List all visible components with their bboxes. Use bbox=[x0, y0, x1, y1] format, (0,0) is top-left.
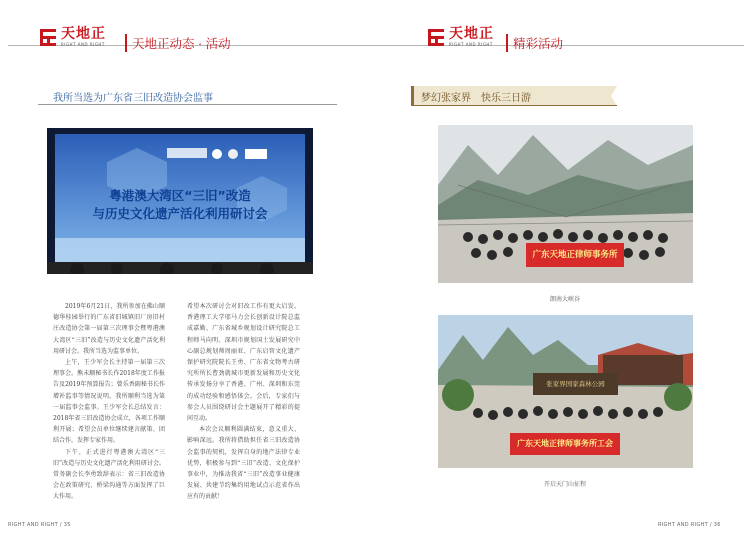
paragraph: 上午，王少军会长主持第一届第三次理事会。熊未顺秘书长作2018年度工作报告及2019年预算报告；曾乐香副秘书长作增补监事等情况说明。我所顺利当选为第一届监事会监事。王少军会长总结发言：2018年省三旧改造协会成立，各项工作顺利开展；希望会员单位继续建言献策、团结合作，发挥专家作用。 bbox=[53, 359, 165, 445]
page-footer: RIGHT AND RIGHT / 36 bbox=[658, 522, 721, 528]
banner-text: 广东天地正律师事务所工会 bbox=[517, 439, 613, 448]
paragraph: 本次会议顺利圆满结束，意义重大、影响深远。我所将借助担任省三旧改造协会监事的契机，发挥自身的地产法律专业优势，积极参与到“三旧”改造、文化保护事业中，为推动我省“三旧”改造事业健康发展、共建节约集约用地试点示范省作出应有的贡献！ bbox=[187, 426, 300, 501]
section-marker bbox=[506, 34, 508, 52]
group-photo-bridge bbox=[438, 125, 693, 283]
screen-title-line1: 粤港澳大湾区“三旧”改造 bbox=[109, 188, 251, 203]
section-title: 天地正动态 · 活动 bbox=[132, 37, 231, 51]
photo-caption: 开启天门山征程 bbox=[543, 481, 586, 488]
article-title: 我所当选为广东省三旧改造协会监事 bbox=[53, 93, 213, 104]
article-column-2 bbox=[187, 301, 300, 503]
brand-logo bbox=[426, 25, 494, 49]
group-photo-tianmen bbox=[438, 315, 693, 468]
park-sign-text: 张家界国家森林公园 bbox=[546, 380, 605, 388]
banner-text: 广东天地正律师事务所 bbox=[532, 250, 618, 260]
article-title: 梦幻张家界 快乐三日游 bbox=[421, 93, 531, 104]
brand-name: 天地正 bbox=[61, 26, 106, 42]
section-marker bbox=[125, 34, 127, 52]
paragraph: 2019年6月21日，我所参加在佛山顺德华桂园举行的广东省旧城镇旧厂房旧村庄改造协会第一届第三次理事会暨粤港澳大湾区“三旧”改造与历史文化遗产活化利用研讨会。我所当选为监事单位。 bbox=[53, 303, 165, 355]
section-title: 精彩活动 bbox=[513, 37, 564, 51]
logo-mark-icon bbox=[426, 27, 446, 47]
paragraph: 希望本次研讨会对旧改工作有更大启发。香港理工大学邬马力会长创新设计院总监成嘉勤、广东省城乡规划设计研究院总工程师马向明、深圳市规划国土发展研究中心副总规划师周丽亚、广东启智文化遗产保护研究院院长王勇、广东省文物考古研究所所长曹劲就城市更新发展和历史文化传承发扬分享了香港、广州、深圳和东莞的成功经验和感悟体会。会后，专家们与参会人员围绕研讨会主题展开了精彩的提问互动。 bbox=[187, 303, 300, 423]
brand-name-en: RIGHT AND RIGHT bbox=[449, 42, 493, 47]
brand-logo bbox=[38, 25, 106, 49]
brand-name-en: RIGHT AND RIGHT bbox=[61, 42, 105, 47]
article-column-1 bbox=[53, 301, 165, 503]
paragraph: 下午，正式进行粤港澳大湾区“三旧”改造与历史文化遗产活化利用研讨会。常务副会长李勇致辞表示：省三旧改造协会在政策研究、桥梁沟通等方面发挥了巨大作用。 bbox=[53, 448, 165, 501]
right-page bbox=[376, 0, 752, 550]
title-rule bbox=[38, 104, 337, 105]
screen-title-line2: 与历史文化遗产活化利用研讨会 bbox=[92, 206, 268, 221]
conference-photo bbox=[47, 128, 313, 274]
brand-name: 天地正 bbox=[449, 26, 494, 42]
page-footer: RIGHT AND RIGHT / 35 bbox=[8, 522, 71, 528]
photo-caption: 朗南大峡谷 bbox=[549, 296, 580, 303]
logo-mark-icon bbox=[38, 27, 58, 47]
